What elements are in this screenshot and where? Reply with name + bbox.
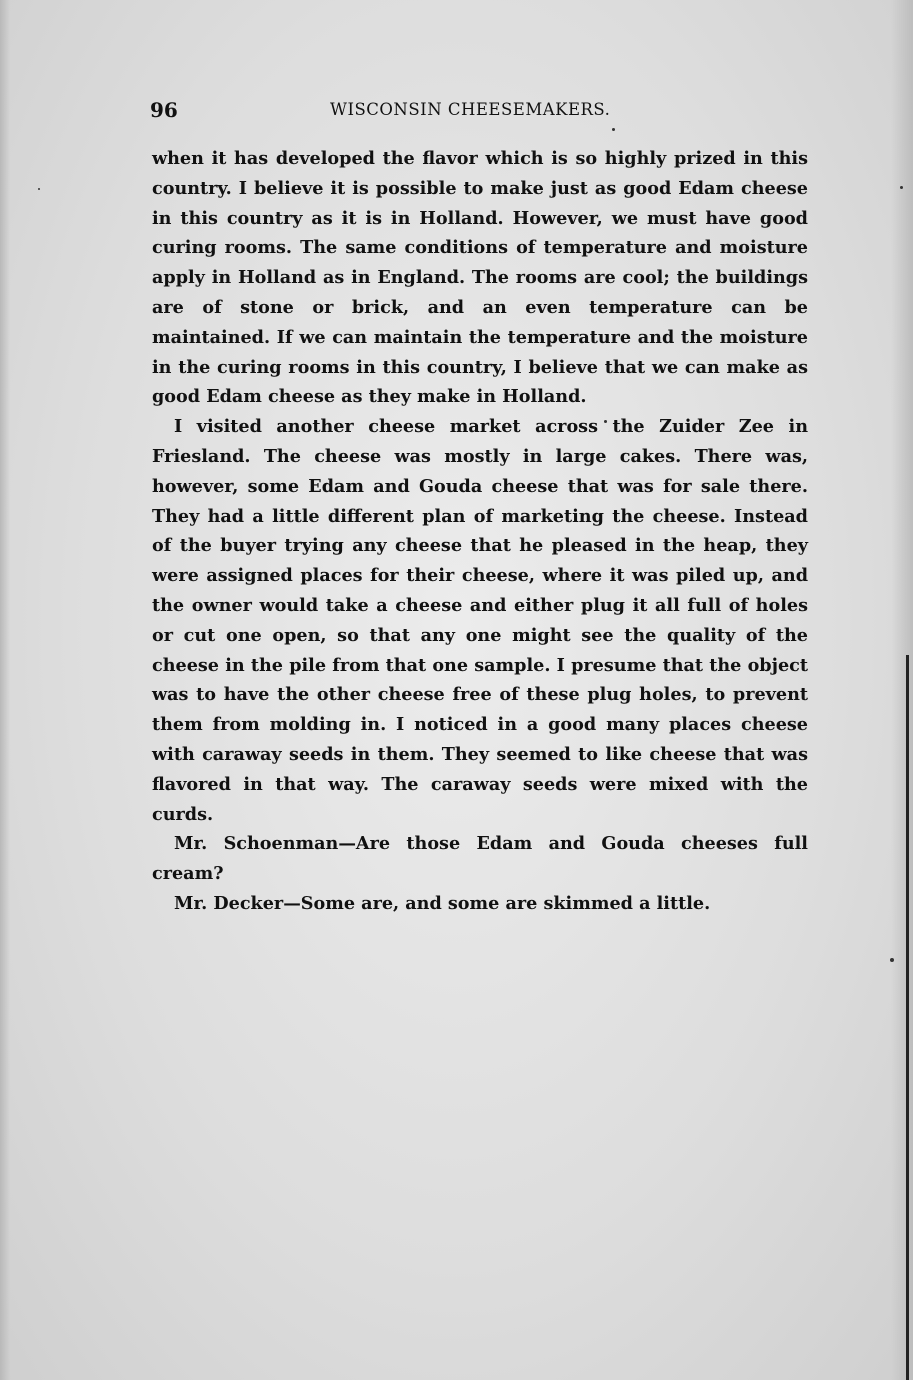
print-speck xyxy=(900,186,903,189)
paragraph: when it has developed the flavor which is so highly prized in this country. I believe it is possible to make just as good Edam cheese in this country as it is in Holland. However, we must have good curing rooms. The same conditions of temperature and moisture apply in Holland as in England. The rooms are cool; the buildings are of stone or brick, and an even temperature can be maintained. If we can maintain the temperature and the moisture in the curing rooms in this country, I believe that we can make as good Edam cheese as they make in Holland. xyxy=(152,148,808,408)
paragraph: Mr. Decker—Some are, and some are skimmed a little. xyxy=(174,892,711,914)
print-speck xyxy=(612,128,615,131)
page-number: 96 xyxy=(150,98,178,122)
paragraph: I visited another cheese market across the Zuider Zee in Friesland. The cheese was mostly in large cakes. There was, however, some Edam and Gouda cheese that was for sale there. They had a little different plan of marketing the cheese. Instead of the buyer trying any cheese that he pleased in the heap, they were assigned places for their cheese, where it was piled up, and the owner would take a cheese and either plug it all full of holes or cut one open, so that any one might see the quality of the cheese in the pile from that one sample. I presume that the object was to have the other cheese free of these plug holes, to prevent them from molding in. I noticed in a good many places cheese with caraway seeds in them. They seemed to like cheese that was flavored in that way. The caraway seeds were mixed with the curds. xyxy=(152,416,808,825)
body-text xyxy=(152,144,808,919)
page-header xyxy=(150,98,810,128)
page-right-binding-line xyxy=(906,655,909,1380)
paragraph: Mr. Schoenman—Are those Edam and Gouda cheeses full cream? xyxy=(152,833,808,885)
page-right-edge-shadow xyxy=(891,0,913,1380)
running-head: WISCONSIN CHEESEMAKERS. xyxy=(330,100,611,119)
print-speck xyxy=(38,188,40,190)
print-speck xyxy=(890,958,894,962)
page-left-edge-shadow xyxy=(0,0,10,1380)
